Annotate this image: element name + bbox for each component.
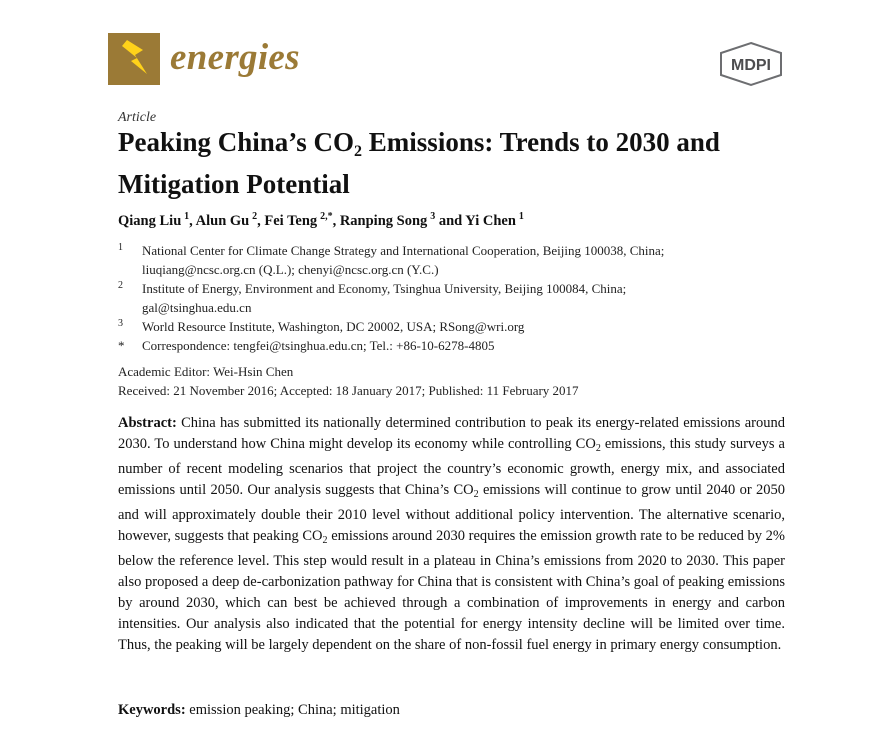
- affiliation-3: [118, 317, 778, 336]
- author-name: Yi Chen: [465, 213, 516, 229]
- abstract-subscript: 2: [595, 443, 601, 454]
- lightning-bolt-icon: [108, 33, 160, 85]
- keywords-label: Keywords:: [118, 702, 186, 718]
- abstract-text: China has submitted its nationally determined contribution to peak its energy-related emissions around 2030. To understand how China might develop its economy while controlling CO: [118, 415, 785, 452]
- author-affil-marker: 2,*: [320, 211, 333, 222]
- affiliation-marker: 3: [118, 318, 123, 329]
- abstract-label: Abstract:: [118, 415, 177, 431]
- correspondence-text: Correspondence: tengfei@tsinghua.edu.cn; Tel.: +86-10-6278-4805: [142, 338, 495, 353]
- author-name: Ranping Song: [339, 213, 428, 229]
- author-affil-marker: 1: [184, 211, 190, 222]
- title-subscript: 2: [354, 143, 363, 160]
- affiliation-emails: gal@tsinghua.edu.cn: [142, 300, 252, 315]
- abstract-subscript: 2: [322, 535, 328, 546]
- author-separator: and: [435, 213, 466, 229]
- keywords: [118, 702, 400, 719]
- author-affil-marker: 1: [518, 211, 524, 222]
- abstract-text: emissions around 2030 requires the emission growth rate to be reduced by 2% below the reference level. This step would result in a plateau in China’s emissions from 2020 to 2030. This paper also proposed a deep de-carbonization pathway for China that is consistent with China’s goal of peaking emissions by around 2030, which can best be achieved through a combination of improvements in energy and carbon intensities. Our analysis also indicated that the potential for energy intensity decline will be limited over time. Thus, the peaking will be largely dependent on the share of non-fossil fuel energy in primary energy consumption.: [118, 528, 785, 653]
- journal-name: energies: [170, 37, 300, 78]
- mdpi-logo-text: MDPI: [731, 57, 771, 74]
- author-separator: ,: [189, 213, 196, 229]
- affiliation-text: World Resource Institute, Washington, DC 20002, USA; RSong@wri.org: [142, 319, 525, 334]
- title-part1: Peaking China’s CO: [118, 127, 355, 157]
- journal-logo: [108, 33, 160, 85]
- mdpi-logo: [718, 41, 784, 87]
- affiliation-text: National Center for Climate Change Strategy and International Cooperation, Beijing 100038, China;: [142, 243, 665, 258]
- keywords-text: emission peaking; China; mitigation: [185, 702, 400, 718]
- author-separator: ,: [332, 213, 340, 229]
- correspondence-marker: *: [118, 338, 125, 353]
- abstract-subscript: 2: [473, 489, 479, 500]
- affiliation-marker: 2: [118, 280, 123, 291]
- title-part2: Emissions: Trends to 2030 and: [362, 127, 720, 157]
- author-affil-marker: 3: [430, 211, 436, 222]
- abstract-text: emissions, this study surveys a number of recent modeling scenarios that project the country’s economic growth, energy mix, and associated emissions until 2050. Our analysis suggests that China’s CO: [118, 436, 785, 498]
- author-name: Qiang Liu: [118, 213, 182, 229]
- author-affil-marker: 2: [252, 211, 258, 222]
- publication-dates: Received: 21 November 2016; Accepted: 18 January 2017; Published: 11 February 2017: [118, 383, 579, 398]
- article-type-label: Article: [118, 110, 157, 125]
- author-name: Alun Gu: [195, 213, 250, 229]
- affiliation-emails: liuqiang@ncsc.org.cn (Q.L.); chenyi@ncsc.org.cn (Y.C.): [142, 262, 439, 277]
- affiliation-marker: 1: [118, 242, 123, 253]
- affiliation-1: [118, 241, 778, 279]
- correspondence: [118, 336, 778, 355]
- author-name: Fei Teng: [264, 213, 318, 229]
- academic-editor: Academic Editor: Wei-Hsin Chen: [118, 364, 294, 379]
- affiliation-2: [118, 279, 778, 317]
- author-separator: ,: [257, 213, 265, 229]
- abstract-text: emissions will continue to grow until 2040 or 2050 and will approximately double their 2010 level without additional policy intervention. The alternative scenario, however, suggests that peaking CO: [118, 482, 785, 544]
- paper-title: [118, 126, 818, 201]
- title-line2: Mitigation Potential: [118, 169, 350, 199]
- abstract: [118, 413, 785, 656]
- author-list: [118, 211, 524, 230]
- affiliation-text: Institute of Energy, Environment and Economy, Tsinghua University, Beijing 100084, China;: [142, 281, 627, 296]
